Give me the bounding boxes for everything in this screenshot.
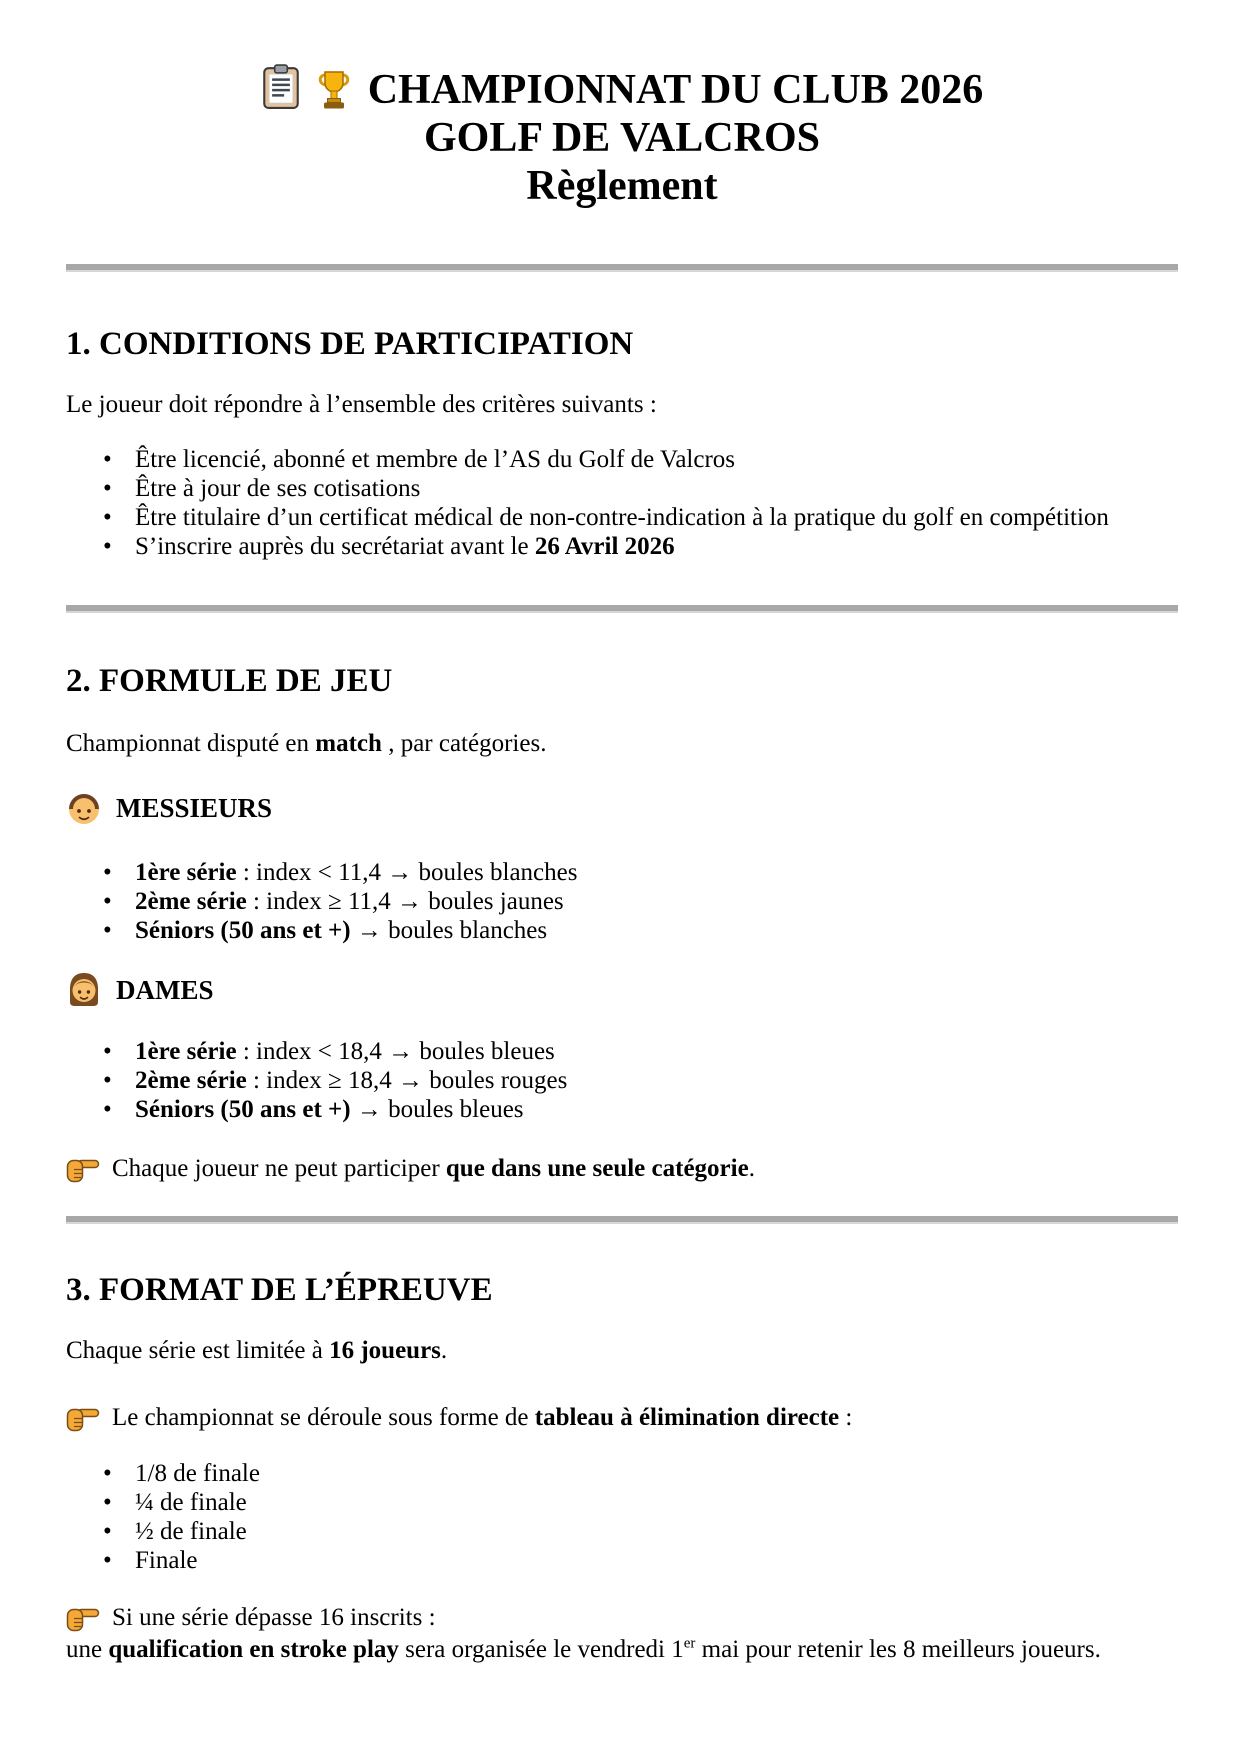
- pointing-hand-icon: [66, 1606, 100, 1633]
- category-note: [66, 1154, 1178, 1184]
- title-text-line-3: Règlement: [526, 163, 718, 209]
- section-2-heading: 2. FORMULE DE JEU: [66, 663, 393, 699]
- messieurs-label: MESSIEURS: [116, 793, 273, 823]
- section-1-heading: 1. CONDITIONS DE PARTICIPATION: [66, 326, 634, 362]
- section-divider: [66, 1216, 1178, 1224]
- messieurs-list: [66, 858, 1178, 945]
- messieurs-subheading: [66, 790, 1178, 826]
- section-3-intro: Chaque série est limitée à 16 joueurs.: [66, 1337, 448, 1364]
- title-text-line-2: GOLF DE VALCROS: [424, 115, 820, 161]
- list-item: • Séniors (50 ans et +) → boules bleues: [66, 1095, 1178, 1124]
- section-divider: [66, 605, 1178, 613]
- pointing-hand-icon: [66, 1157, 100, 1184]
- list-item: • ½ de finale: [66, 1517, 1178, 1546]
- man-icon: [66, 790, 102, 826]
- section-conditions: [66, 324, 1178, 561]
- dames-subheading: [66, 971, 1178, 1009]
- document-title: [66, 64, 1178, 210]
- list-item: • Séniors (50 ans et +) → boules blanches: [66, 916, 1178, 945]
- qualification-note-text: Si une série dépasse 16 inscrits :: [112, 1604, 436, 1631]
- section-2-intro: Championnat disputé en match , par catégories.: [66, 730, 547, 757]
- pointing-hand-icon: [66, 1406, 100, 1433]
- list-item: • Être titulaire d’un certificat médical de non-contre-indication à la pratique du golf en compétition: [66, 503, 1178, 532]
- list-item: • 2ème série : index ≥ 11,4 → boules jaunes: [66, 887, 1178, 916]
- list-item: • Être à jour de ses cotisations: [66, 474, 1178, 503]
- clipboard-icon: [261, 64, 301, 110]
- title-text-line-1: CHAMPIONNAT DU CLUB 2026: [367, 67, 984, 113]
- list-item: • 1ère série : index < 11,4 → boules blanches: [66, 858, 1178, 887]
- title-line-1: [66, 64, 1178, 114]
- list-item: • 1/8 de finale: [66, 1459, 1178, 1488]
- list-item: • ¼ de finale: [66, 1488, 1178, 1517]
- conditions-list: [66, 445, 1178, 561]
- woman-icon: [66, 971, 102, 1009]
- section-divider: [66, 264, 1178, 272]
- qualification-note-line-2: une qualification en stroke play sera organisée le vendredi 1er mai pour retenir les 8 meilleurs joueurs.: [66, 1635, 1101, 1663]
- section-1-intro: Le joueur doit répondre à l’ensemble des critères suivants :: [66, 391, 657, 418]
- section-format: [66, 1270, 1178, 1664]
- section-formule: [66, 661, 1178, 1184]
- trophy-icon: [317, 70, 351, 110]
- dames-list: [66, 1037, 1178, 1124]
- dames-label: DAMES: [116, 975, 214, 1005]
- list-item: • S’inscrire auprès du secrétariat avant le 26 Avril 2026: [66, 532, 1178, 561]
- tableau-note-text: Le championnat se déroule sous forme de tableau à élimination directe :: [112, 1404, 853, 1431]
- list-item: • 1ère série : index < 18,4 → boules bleues: [66, 1037, 1178, 1066]
- category-note-text: Chaque joueur ne peut participer que dans une seule catégorie.: [112, 1155, 755, 1182]
- tableau-note: [66, 1403, 1178, 1433]
- rounds-list: [66, 1459, 1178, 1575]
- list-item: • 2ème série : index ≥ 18,4 → boules rouges: [66, 1066, 1178, 1095]
- qualification-note: [66, 1603, 1178, 1633]
- list-item: • Être licencié, abonné et membre de l’AS du Golf de Valcros: [66, 445, 1178, 474]
- section-3-heading: 3. FORMAT DE L’ÉPREUVE: [66, 1272, 493, 1308]
- list-item: • Finale: [66, 1546, 1178, 1575]
